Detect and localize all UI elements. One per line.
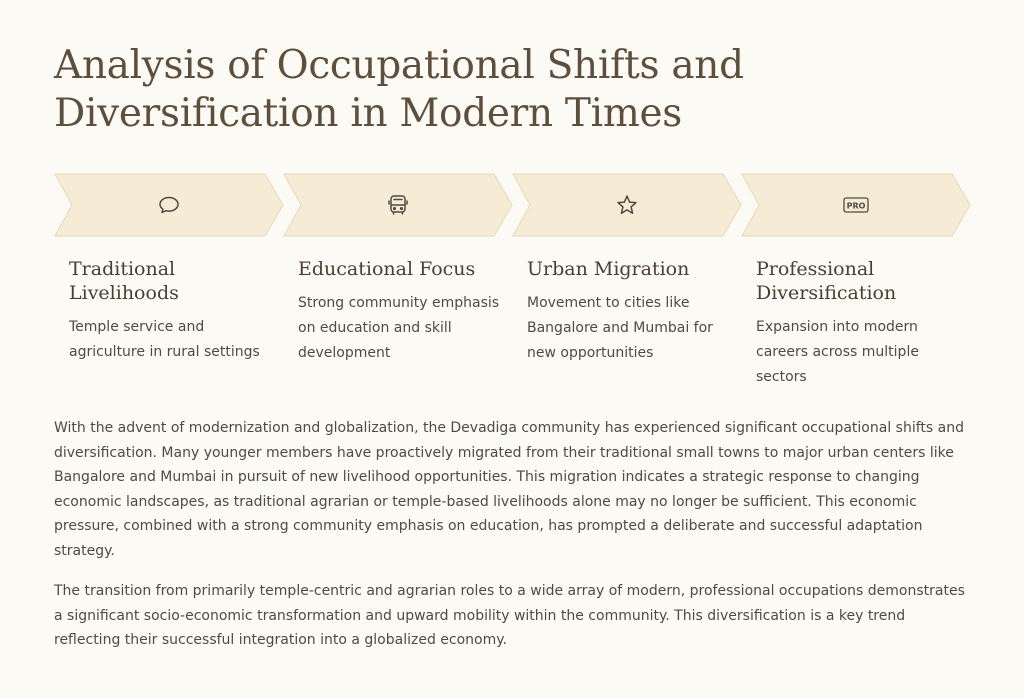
step-educational-focus xyxy=(298,257,503,366)
step-title: Educational Focus xyxy=(298,258,476,280)
chevron-step-1 xyxy=(54,173,284,237)
step-professional-diversification xyxy=(756,257,961,390)
paragraph-2: The transition from primarily temple-centric and agrarian roles to a wide array of modern, professional occupations demonstrates a significant socio-economic transformation and upward mobility within the community. This diversification is a key trend reflecting their successful integration into a globalized economy. xyxy=(54,583,965,648)
page-title: Analysis of Occupational Shifts and Diversification in Modern Times xyxy=(54,43,744,136)
step-title: Professional Diversification xyxy=(756,258,897,304)
step-title: Urban Migration xyxy=(527,258,690,280)
body-text xyxy=(54,416,966,669)
step-description: Temple service and agriculture in rural settings xyxy=(69,319,260,360)
steps-row xyxy=(54,257,972,397)
chevron-step-3 xyxy=(512,173,742,237)
paragraph-1: With the advent of modernization and globalization, the Devadiga community has experienced significant occupational shifts and diversification. Many younger members have proactively migrated from their traditional small towns to major urban centers like Bangalore and Mumbai in pursuit of new livelihood opportunities. This migration indicates a strategic response to changing economic landscapes, as traditional agrarian or temple-based livelihoods alone may no longer be sufficient. This economic pressure, combined with a strong community emphasis on education, has prompted a deliberate and successful adaptation strategy. xyxy=(54,420,964,559)
chevron-step-4 xyxy=(741,173,971,237)
step-description: Movement to cities like Bangalore and Mumbai for new opportunities xyxy=(527,295,713,361)
step-description: Strong community emphasis on education and skill development xyxy=(298,295,500,361)
pro-badge-text: PRO xyxy=(846,201,866,211)
chevron-step-2 xyxy=(283,173,513,237)
step-traditional-livelihoods xyxy=(69,257,274,365)
step-urban-migration xyxy=(527,257,732,366)
speech-bubble-icon xyxy=(157,193,181,217)
bus-icon xyxy=(386,193,410,217)
step-description: Expansion into modern careers across multiple sectors xyxy=(756,319,919,385)
step-title: Traditional Livelihoods xyxy=(69,258,179,304)
pro-badge-icon xyxy=(843,196,869,214)
star-icon xyxy=(615,193,639,217)
process-chevron-bar xyxy=(54,173,972,237)
